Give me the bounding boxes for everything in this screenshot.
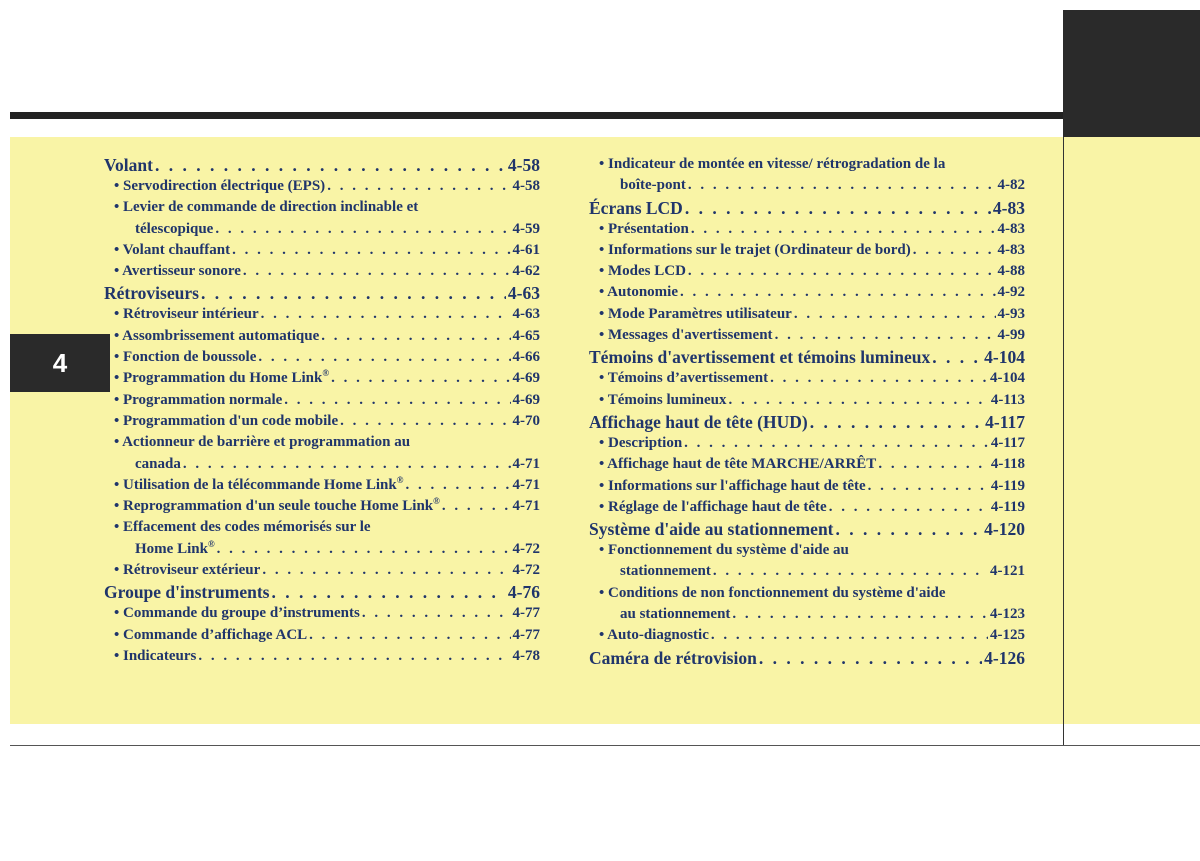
toc-subentry[interactable] xyxy=(104,240,540,261)
toc-subentry[interactable] xyxy=(589,219,1025,240)
registered-mark: ® xyxy=(396,474,404,485)
toc-page-number: 4-118 xyxy=(990,456,1025,473)
toc-page-number: 4-92 xyxy=(997,284,1025,301)
toc-subentry[interactable] xyxy=(589,240,1025,261)
toc-entry-title xyxy=(114,603,360,624)
toc-page-number: 4-62 xyxy=(512,263,540,280)
toc-section-entry[interactable] xyxy=(589,346,1025,368)
toc-page-number: 4-65 xyxy=(512,327,540,344)
dot-leader xyxy=(331,368,510,389)
toc-subentry[interactable] xyxy=(589,175,1025,196)
toc-section-entry[interactable] xyxy=(589,647,1025,669)
toc-entry-title xyxy=(599,454,876,475)
toc-subentry[interactable] xyxy=(104,475,540,496)
toc-subentry[interactable] xyxy=(104,517,540,538)
toc-subentry[interactable] xyxy=(104,646,540,667)
toc-entry-title xyxy=(599,261,686,282)
dot-leader xyxy=(262,560,510,581)
toc-entry-title xyxy=(589,647,757,669)
toc-page-number: 4-88 xyxy=(997,263,1025,280)
dot-leader xyxy=(711,625,988,646)
toc-entry-title-text: • Informations sur le trajet (Ordinateur de bord) xyxy=(599,241,911,258)
toc-column-right xyxy=(589,154,1025,669)
toc-subentry[interactable] xyxy=(589,261,1025,282)
footer-rule xyxy=(10,745,1200,746)
toc-subentry[interactable] xyxy=(104,625,540,646)
toc-entry-title xyxy=(114,517,371,538)
toc-column-left xyxy=(104,154,540,667)
dot-leader xyxy=(829,497,989,518)
dot-leader xyxy=(261,304,511,325)
toc-subentry[interactable] xyxy=(589,497,1025,518)
dot-leader xyxy=(732,604,988,625)
toc-entry-title xyxy=(114,326,319,347)
toc-subentry[interactable] xyxy=(104,496,540,517)
toc-entry-title-text: • Programmation normale xyxy=(114,391,283,408)
toc-page-number: 4-104 xyxy=(984,347,1025,368)
toc-page-number: 4-117 xyxy=(985,411,1025,432)
toc-entry-title xyxy=(599,325,773,346)
dot-leader xyxy=(729,390,989,411)
toc-entry-title xyxy=(589,197,683,219)
toc-page-number: 4-121 xyxy=(990,563,1025,580)
toc-subentry[interactable] xyxy=(104,197,540,218)
dot-leader xyxy=(215,219,510,240)
toc-entry-title-text: Système d'aide au stationnement xyxy=(589,519,834,540)
toc-entry-title-text: • Programmation du Home Link xyxy=(114,370,323,387)
dot-leader xyxy=(932,346,982,368)
dot-leader xyxy=(878,454,989,475)
toc-subentry[interactable] xyxy=(104,390,540,411)
toc-entry-title xyxy=(620,604,730,625)
toc-entry-title-text: • Affichage haut de tête MARCHE/ARRÊT xyxy=(599,456,877,473)
toc-entry-title xyxy=(620,561,711,582)
registered-mark: ® xyxy=(207,538,215,549)
dot-leader xyxy=(913,240,996,261)
toc-page-number: 4-69 xyxy=(512,391,540,408)
toc-entry-title-text: • Commande d’affichage ACL xyxy=(114,626,308,643)
toc-page-number: 4-119 xyxy=(990,498,1025,515)
header-rule xyxy=(10,112,1063,119)
toc-subentry[interactable] xyxy=(589,368,1025,389)
toc-section-entry[interactable] xyxy=(589,197,1025,219)
dot-leader xyxy=(327,176,510,197)
toc-subentry[interactable] xyxy=(589,561,1025,582)
toc-section-entry[interactable] xyxy=(589,411,1025,433)
toc-entry-title-text: • Fonctionnement du système d'aide au xyxy=(599,542,849,559)
toc-entry-title-text: • Messages d'avertissement xyxy=(599,327,773,344)
toc-entry-title-text: stationnement xyxy=(620,563,711,580)
toc-subentry[interactable] xyxy=(589,476,1025,497)
toc-entry-title-text: • Modes LCD xyxy=(599,263,686,280)
toc-section-entry[interactable] xyxy=(104,154,540,176)
toc-entry-title-text: • Fonction de boussole xyxy=(114,349,257,366)
toc-page-number: 4-117 xyxy=(990,434,1025,451)
toc-entry-title-text: • Auto-diagnostic xyxy=(599,627,709,644)
toc-entry-title xyxy=(104,581,269,603)
toc-entry-title xyxy=(135,219,213,240)
toc-entry-title xyxy=(599,219,689,240)
toc-entry-title xyxy=(114,197,418,218)
toc-page-number: 4-66 xyxy=(512,349,540,366)
dot-leader xyxy=(810,411,983,433)
toc-subentry[interactable] xyxy=(104,326,540,347)
toc-section-entry[interactable] xyxy=(589,518,1025,540)
toc-entry-title xyxy=(599,240,911,261)
toc-entry-title xyxy=(599,390,727,411)
toc-subentry[interactable] xyxy=(104,219,540,240)
toc-entry-title-text: au stationnement xyxy=(620,606,731,623)
toc-subentry[interactable] xyxy=(104,261,540,282)
toc-page-number: 4-82 xyxy=(997,177,1025,194)
toc-entry-title xyxy=(599,282,678,303)
toc-entry-title xyxy=(104,282,199,304)
toc-entry-title-text: • Actionneur de barrière et programmation au xyxy=(114,434,411,451)
toc-subentry[interactable] xyxy=(589,282,1025,303)
toc-subentry[interactable] xyxy=(104,347,540,368)
toc-subentry[interactable] xyxy=(589,583,1025,604)
toc-entry-title xyxy=(135,539,215,560)
toc-entry-title-text: • Conditions de non fonctionnement du système d'aide xyxy=(599,584,946,601)
toc-section-entry[interactable] xyxy=(104,581,540,603)
dot-leader xyxy=(688,261,996,282)
dot-leader xyxy=(198,646,510,667)
toc-entry-title-text: • Autonomie xyxy=(599,284,679,301)
toc-entry-title-text: boîte-pont xyxy=(620,177,686,194)
toc-entry-title xyxy=(620,175,686,196)
toc-page-number: 4-59 xyxy=(512,220,540,237)
toc-entry-title xyxy=(114,496,440,517)
toc-subentry[interactable] xyxy=(589,540,1025,561)
toc-entry-title-text: • Mode Paramètres utilisateur xyxy=(599,305,792,322)
toc-entry-title-text: Groupe d'instruments xyxy=(104,582,270,603)
dot-leader xyxy=(794,304,996,325)
dot-leader xyxy=(309,625,510,646)
chapter-tab xyxy=(10,334,110,392)
dot-leader xyxy=(442,496,511,517)
toc-subentry[interactable] xyxy=(589,604,1025,625)
toc-entry-title-text: • Avertisseur sonore xyxy=(114,263,241,280)
toc-entry-title xyxy=(135,454,181,475)
toc-subentry[interactable] xyxy=(589,154,1025,175)
toc-page-number: 4-71 xyxy=(512,476,540,493)
toc-page-number: 4-77 xyxy=(512,605,540,622)
toc-page-number: 4-69 xyxy=(512,370,540,387)
toc-entry-title-text: • Informations sur l'affichage haut de tête xyxy=(599,477,866,494)
toc-entry-title xyxy=(114,390,282,411)
toc-page-number: 4-58 xyxy=(512,178,540,194)
toc-subentry[interactable] xyxy=(589,325,1025,346)
dot-leader xyxy=(688,175,996,196)
toc-entry-title xyxy=(114,411,338,432)
toc-entry-title-text: • Effacement des codes mémorisés sur le xyxy=(114,519,371,536)
toc-entry-title xyxy=(599,583,946,604)
toc-subentry[interactable] xyxy=(104,539,540,560)
dot-leader xyxy=(759,647,982,669)
toc-entry-title xyxy=(599,540,849,561)
toc-subentry[interactable] xyxy=(589,433,1025,454)
dot-leader xyxy=(405,475,510,496)
toc-entry-title-text: • Assombrissement automatique xyxy=(114,327,320,344)
toc-subentry[interactable] xyxy=(104,603,540,624)
toc-page-number: 4-76 xyxy=(507,582,540,603)
toc-entry-title xyxy=(114,368,329,389)
toc-entry-title-text: • Rétroviseur extérieur xyxy=(114,562,261,579)
toc-entry-title-text: Volant xyxy=(104,155,153,175)
dot-leader xyxy=(183,454,511,475)
toc-subentry[interactable] xyxy=(589,390,1025,411)
dot-leader xyxy=(691,219,996,240)
toc-entry-title-text: Affichage haut de tête (HUD) xyxy=(589,411,808,432)
toc-entry-title-text: télescopique xyxy=(135,220,214,237)
dot-leader xyxy=(340,411,510,432)
corner-block xyxy=(1063,10,1200,137)
toc-entry-title xyxy=(599,625,709,646)
toc-page-number: 4-125 xyxy=(990,627,1025,644)
toc-entry-title-text: • Reprogrammation d'un seule touche Home Link xyxy=(114,498,434,515)
toc-entry-title xyxy=(114,261,241,282)
dot-leader xyxy=(155,154,506,176)
toc-entry-title xyxy=(114,347,256,368)
toc-subentry[interactable] xyxy=(104,560,540,581)
toc-page-number: 4-58 xyxy=(507,155,540,175)
dot-leader xyxy=(271,581,505,603)
dot-leader xyxy=(836,518,983,540)
toc-page-number: 4-83 xyxy=(992,197,1025,218)
toc-page-number: 4-77 xyxy=(512,626,540,643)
toc-entry-title-text: canada xyxy=(135,455,181,472)
toc-entry-title-text: • Présentation xyxy=(599,220,689,237)
toc-entry-title-text: • Témoins d’avertissement xyxy=(599,370,769,387)
toc-page-number: 4-61 xyxy=(512,241,540,258)
toc-entry-title xyxy=(589,346,930,368)
dot-leader xyxy=(713,561,988,582)
toc-entry-title xyxy=(114,625,307,646)
toc-entry-title-text: • Réglage de l'affichage haut de tête xyxy=(599,498,827,515)
registered-mark: ® xyxy=(322,368,330,379)
toc-subentry[interactable] xyxy=(104,304,540,325)
dot-leader xyxy=(217,539,511,560)
dot-leader xyxy=(258,347,510,368)
toc-page-number: 4-70 xyxy=(512,412,540,429)
toc-page-number: 4-71 xyxy=(512,498,540,515)
toc-page-number: 4-71 xyxy=(512,455,540,472)
dot-leader xyxy=(685,197,991,219)
toc-entry-title-text: • Rétroviseur intérieur xyxy=(114,306,259,323)
toc-page-number: 4-120 xyxy=(984,519,1025,540)
dot-leader xyxy=(243,261,511,282)
toc-section-entry[interactable] xyxy=(104,282,540,304)
toc-entry-title-text: Témoins d'avertissement et témoins lumineux xyxy=(589,347,931,368)
toc-entry-title xyxy=(599,433,682,454)
toc-entry-title-text: • Levier de commande de direction inclinable et xyxy=(114,199,419,216)
toc-entry-title xyxy=(599,368,768,389)
toc-entry-title xyxy=(589,518,834,540)
toc-entry-title xyxy=(114,475,403,496)
dot-leader xyxy=(232,240,510,261)
toc-entry-title-text: • Commande du groupe d’instruments xyxy=(114,605,360,622)
toc-entry-title xyxy=(599,476,866,497)
toc-subentry[interactable] xyxy=(104,411,540,432)
toc-page-number: 4-72 xyxy=(512,562,540,579)
dot-leader xyxy=(362,603,511,624)
toc-page-number: 4-123 xyxy=(990,606,1025,623)
toc-page-number: 4-113 xyxy=(990,391,1025,408)
toc-entry-title-text: • Volant chauffant xyxy=(114,241,231,258)
toc-subentry[interactable] xyxy=(104,368,540,389)
toc-page-number: 4-72 xyxy=(512,540,540,557)
toc-subentry[interactable] xyxy=(104,454,540,475)
toc-entry-title-text: Écrans LCD xyxy=(589,197,683,218)
toc-page-number: 4-104 xyxy=(990,370,1025,387)
toc-entry-title xyxy=(114,240,230,261)
toc-entry-title xyxy=(114,304,259,325)
toc-entry-title xyxy=(599,304,792,325)
side-rule xyxy=(1063,137,1064,745)
toc-entry-title-text: • Indicateurs xyxy=(114,647,197,664)
toc-page-number: 4-99 xyxy=(997,327,1025,344)
toc-entry-title-text: • Indicateur de montée en vitesse/ rétrogradation de la xyxy=(599,156,946,172)
toc-entry-title xyxy=(589,411,808,433)
dot-leader xyxy=(868,476,989,497)
toc-page-number: 4-78 xyxy=(512,647,540,664)
registered-mark: ® xyxy=(433,496,440,507)
toc-page-number: 4-126 xyxy=(984,647,1025,668)
toc-subentry[interactable] xyxy=(589,454,1025,475)
toc-entry-title xyxy=(114,646,196,667)
toc-entry-title-text: • Témoins lumineux xyxy=(599,391,727,408)
toc-entry-title-text: • Programmation d'un code mobile xyxy=(114,412,339,429)
dot-leader xyxy=(201,282,506,304)
chapter-number: 4 xyxy=(52,347,68,378)
toc-entry-title-text: • Servodirection électrique (EPS) xyxy=(114,178,326,194)
toc-subentry[interactable] xyxy=(589,304,1025,325)
toc-subentry[interactable] xyxy=(104,176,540,197)
dot-leader xyxy=(284,390,510,411)
toc-page-number: 4-63 xyxy=(512,306,540,323)
toc-entry-title xyxy=(599,497,827,518)
dot-leader xyxy=(684,433,989,454)
toc-page-number: 4-83 xyxy=(997,220,1025,237)
dot-leader xyxy=(770,368,988,389)
dot-leader xyxy=(775,325,996,346)
toc-page-number: 4-83 xyxy=(997,241,1025,258)
toc-entry-title xyxy=(114,176,325,197)
toc-entry-title xyxy=(114,432,410,453)
toc-entry-title-text: • Description xyxy=(599,434,683,451)
toc-entry-title xyxy=(114,560,260,581)
toc-page-number: 4-63 xyxy=(507,283,540,304)
toc-entry-title-text: Caméra de rétrovision xyxy=(589,647,757,668)
toc-entry-title xyxy=(104,154,153,176)
toc-entry-title xyxy=(599,154,945,175)
toc-page-number: 4-119 xyxy=(990,477,1025,494)
dot-leader xyxy=(321,326,510,347)
toc-entry-title-text: Rétroviseurs xyxy=(104,283,199,304)
toc-page-number: 4-93 xyxy=(997,305,1025,322)
toc-subentry[interactable] xyxy=(104,432,540,453)
toc-entry-title-text: Home Link xyxy=(135,540,208,557)
dot-leader xyxy=(680,282,995,303)
toc-subentry[interactable] xyxy=(589,625,1025,646)
toc-entry-title-text: • Utilisation de la télécommande Home Link xyxy=(114,476,397,493)
